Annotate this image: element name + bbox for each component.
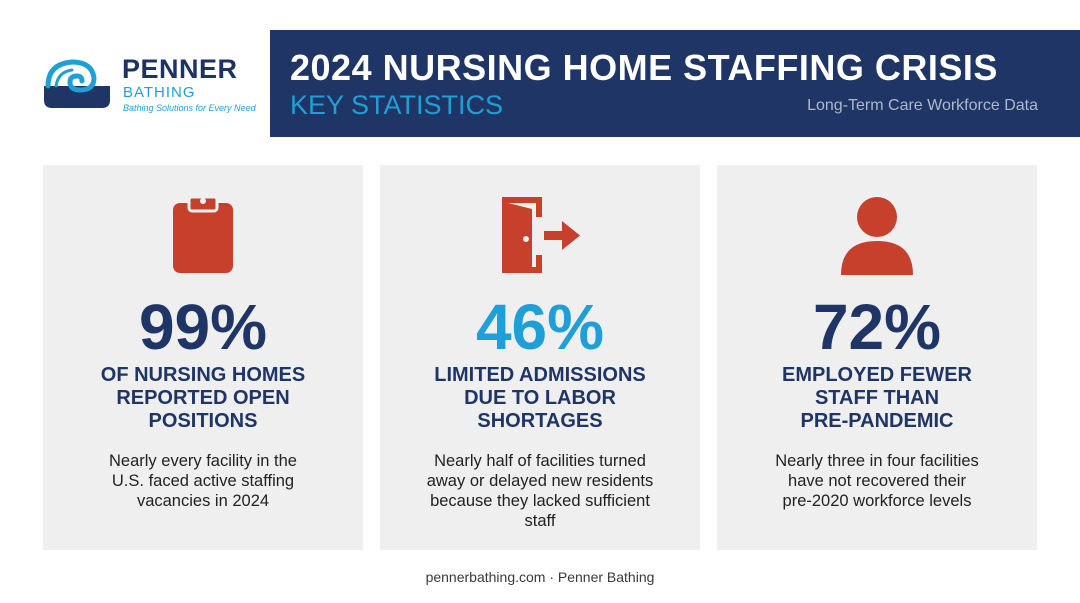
stat-desc-line: have not recovered their [788,472,966,490]
stat-heading-line: SHORTAGES [477,410,603,432]
stat-desc-line: away or delayed new residents [426,472,654,490]
page-title: 2024 NURSING HOME STAFFING CRISIS [290,47,998,88]
brand-logo [42,52,257,122]
stat-desc-line: pre-2020 workforce levels [782,492,972,510]
stat-heading-line: POSITIONS [148,410,258,432]
wave-bathtub-logo-icon [42,56,112,110]
stat-heading [400,364,680,433]
footer-text: pennerbathing.com · Penner Bathing [425,569,655,585]
stat-desc-line: Nearly every facility in the [109,452,297,470]
stat-desc-line: vacancies in 2024 [136,492,270,510]
stat-description [408,451,672,531]
stat-heading-line: LIMITED ADMISSIONS [434,364,646,386]
stat-desc-line: Nearly half of facilities turned [434,452,646,470]
stat-heading [737,364,1017,433]
stat-value: 72% [812,291,942,363]
stat-heading-line: EMPLOYED FEWER [781,364,972,386]
stat-heading-line: OF NURSING HOMES [100,364,306,386]
stat-value: 99% [138,291,268,363]
stat-desc-line: Nearly three in four facilities [775,452,979,470]
stat-heading-line: PRE-PANDEMIC [800,410,954,432]
header-banner [270,30,1080,137]
stat-description [745,451,1009,511]
stat-desc-line: U.S. faced active staffing [111,472,295,490]
brand-sub: BATHING [123,84,196,101]
stat-desc-line: staff [524,512,556,530]
stat-description [71,451,335,511]
stat-card-open-positions [43,165,363,550]
stat-value: 46% [475,291,605,363]
person-icon [835,193,919,277]
stat-desc-line: because they lacked sufficient [430,492,650,510]
stat-card-fewer-staff [717,165,1037,550]
page-subtitle: KEY STATISTICS [290,90,504,120]
clipboard-icon [161,193,245,277]
door-exit-icon [498,193,582,277]
header-note: Long-Term Care Workforce Data [807,97,1038,114]
stat-heading-line: DUE TO LABOR [464,387,616,409]
brand-name: PENNER [122,54,238,84]
stat-heading [63,364,343,433]
stat-card-limited-admissions [380,165,700,550]
stat-heading-line: REPORTED OPEN [116,387,290,409]
brand-tagline: Bathing Solutions for Every Need [123,103,256,113]
stat-heading-line: STAFF THAN [814,387,940,409]
